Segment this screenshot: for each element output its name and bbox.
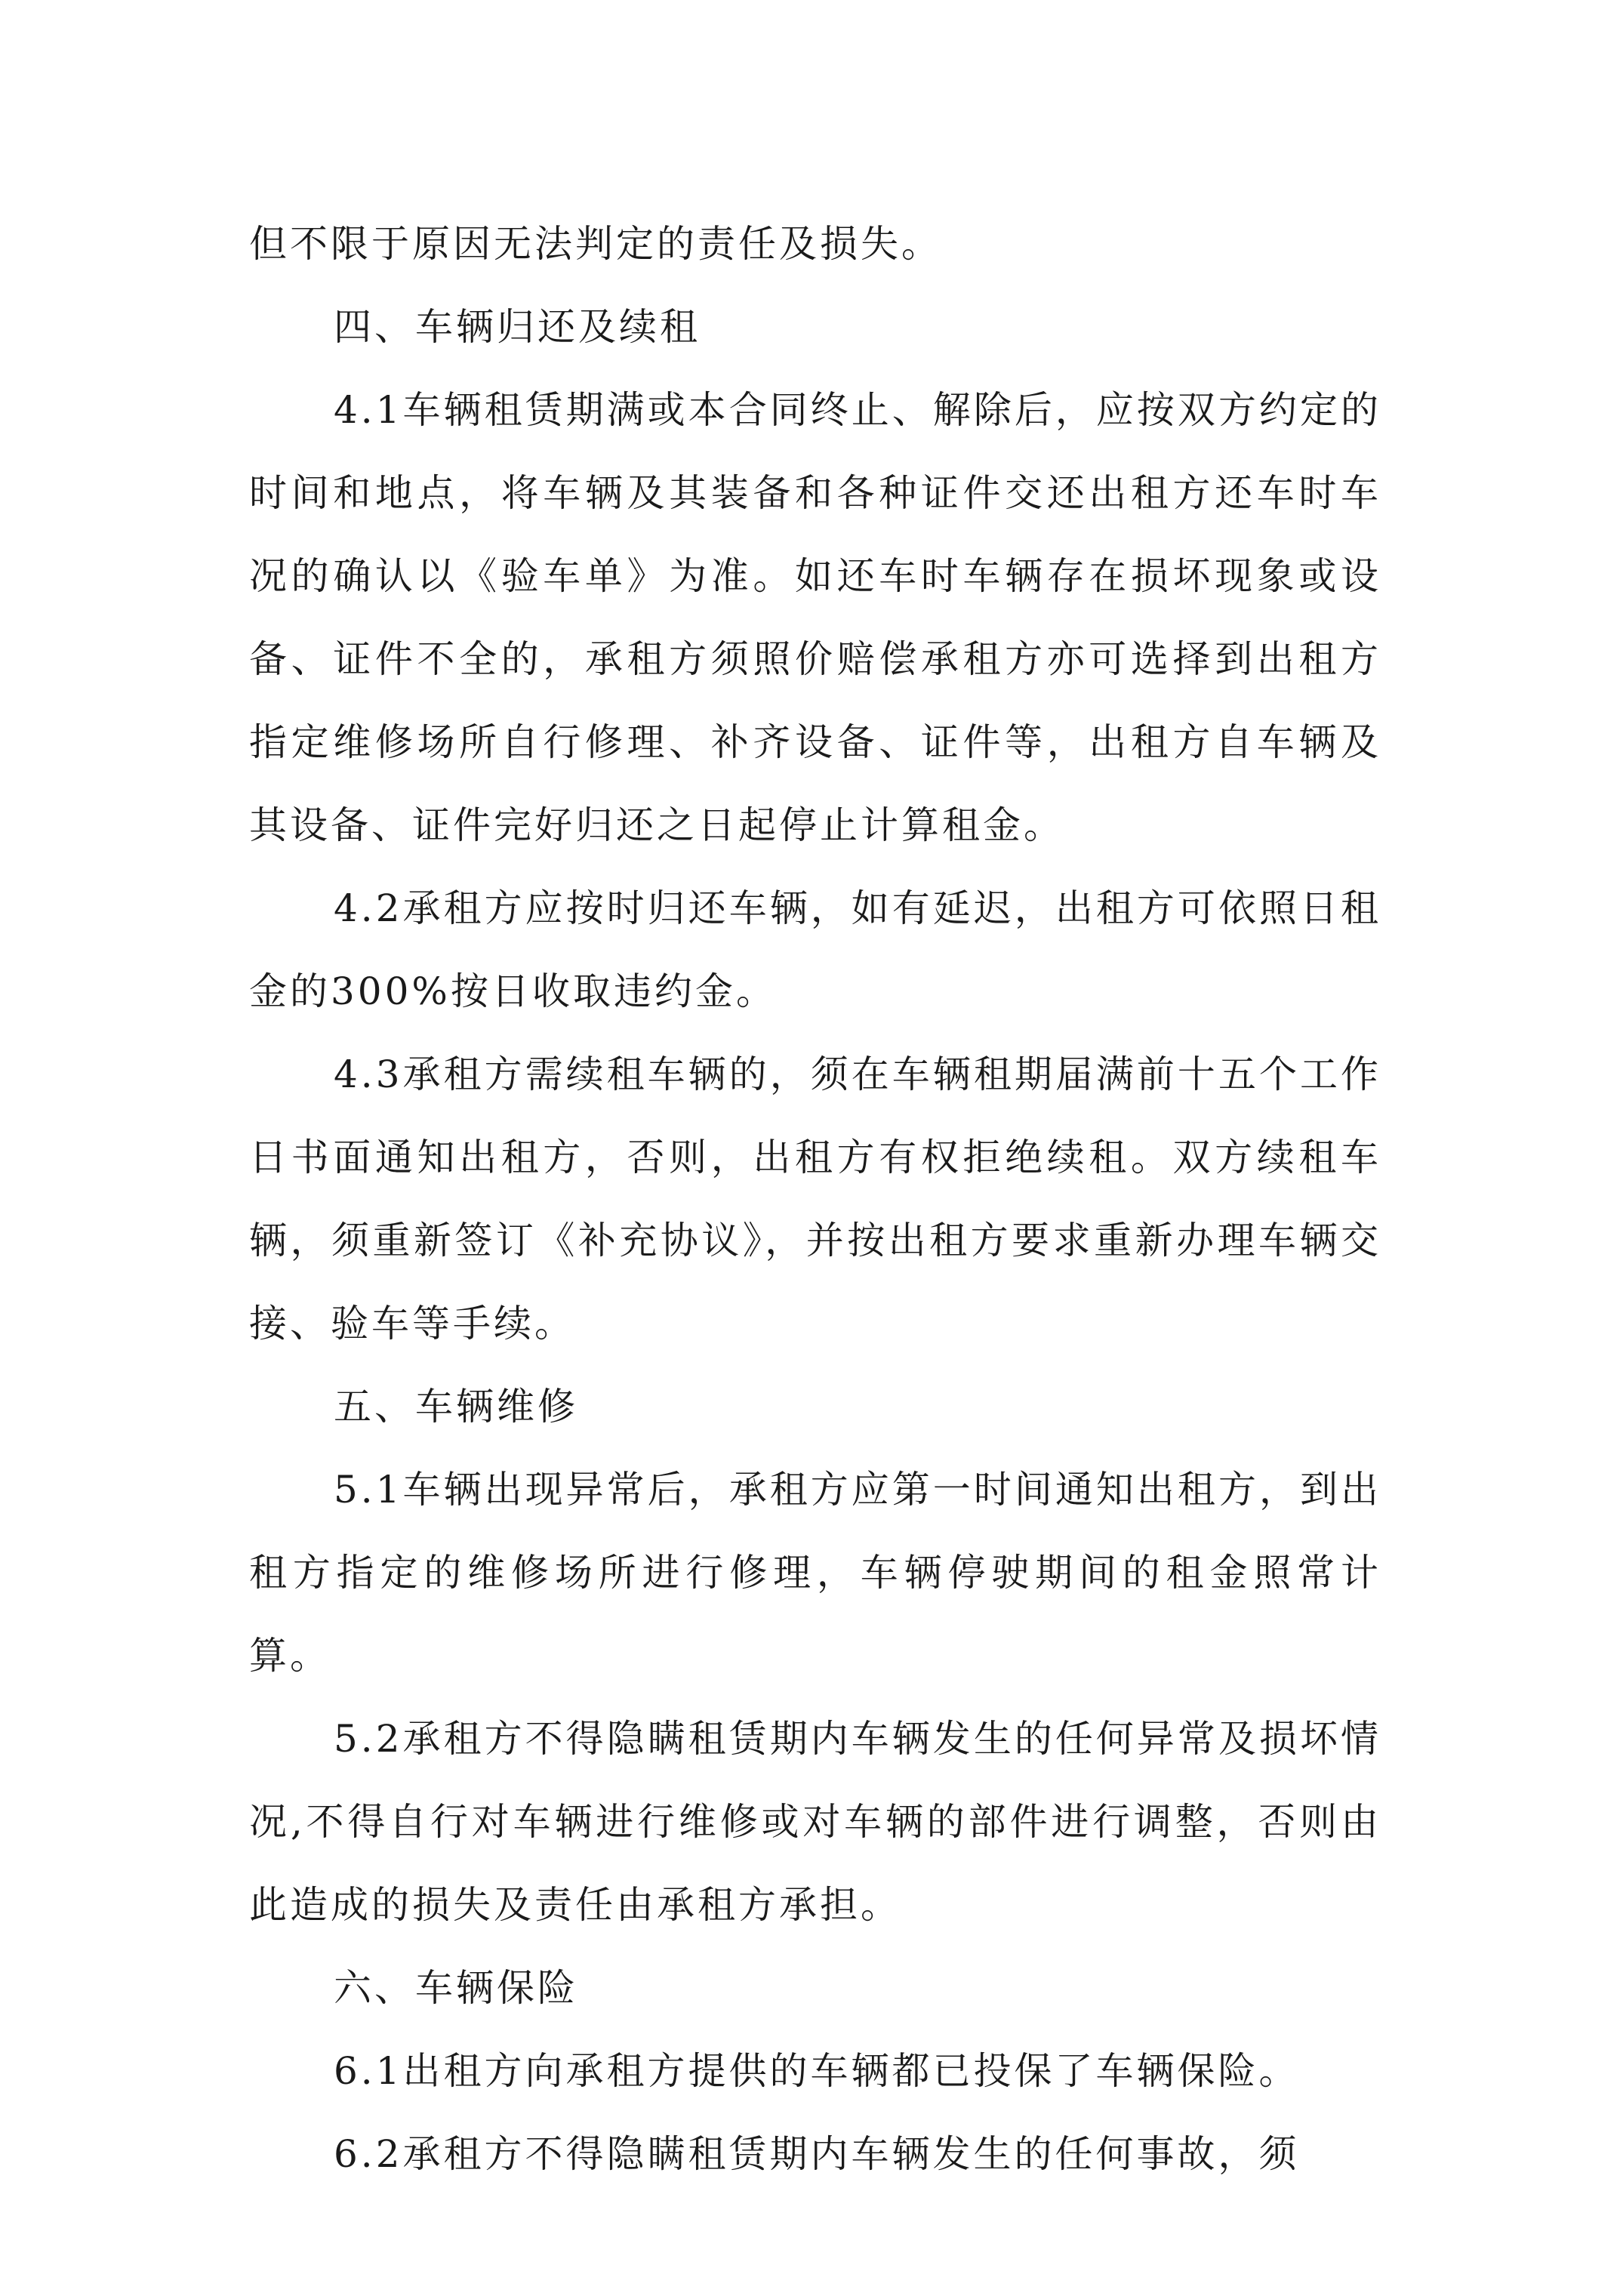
clause-4-1: 4.1车辆租赁期满或本合同终止、解除后，应按双方约定的时间和地点，将车辆及其装备和各种证件交还出租方还车时车况的确认以《验车单》为准。如还车时车辆存在损坏现象或设备、证件不全的，承租方须照价赔偿承租方亦可选择到出租方指定维修场所自行修理、补齐设备、证件等，出租方自车辆及其设备、证件完好归还之日起停止计算租金。 (249, 388, 1381, 847)
section-heading-return-renewal: 四、车辆归还及续租 (334, 305, 701, 349)
clause-6-2: 6.2承租方不得隐瞒租赁期内车辆发生的任何事故，须 (334, 2132, 1300, 2176)
section-heading-insurance: 六、车辆保险 (334, 1966, 578, 2010)
clause-4-2: 4.2承租方应按时归还车辆，如有延迟，出租方可依照日租金的300%按日收取违约金。 (249, 886, 1381, 1013)
paragraph-continuation: 但不限于原因无法判定的责任及损失。 (249, 222, 942, 266)
clause-5-2: 5.2承租方不得隐瞒租赁期内车辆发生的任何异常及损坏情况,不得自行对车辆进行维修或对车辆的部件进行调整，否则由此造成的损失及责任由承租方承担。 (249, 1717, 1381, 1927)
clause-6-1: 6.1出租方向承租方提供的车辆都已投保了车辆保险。 (334, 2049, 1300, 2093)
section-heading-maintenance: 五、车辆维修 (334, 1385, 578, 1428)
clause-5-1: 5.1车辆出现异常后，承租方应第一时间通知出租方，到出租方指定的维修场所进行修理，车辆停驶期间的租金照常计算。 (249, 1468, 1381, 1678)
clause-4-3: 4.3承租方需续租车辆的，须在车辆租期届满前十五个工作日书面通知出租方，否则，出租方有权拒绝续租。双方续租车辆，须重新签订《补充协议》，并按出租方要求重新办理车辆交接、验车等手续。 (249, 1052, 1381, 1345)
document-body (249, 202, 1381, 2196)
